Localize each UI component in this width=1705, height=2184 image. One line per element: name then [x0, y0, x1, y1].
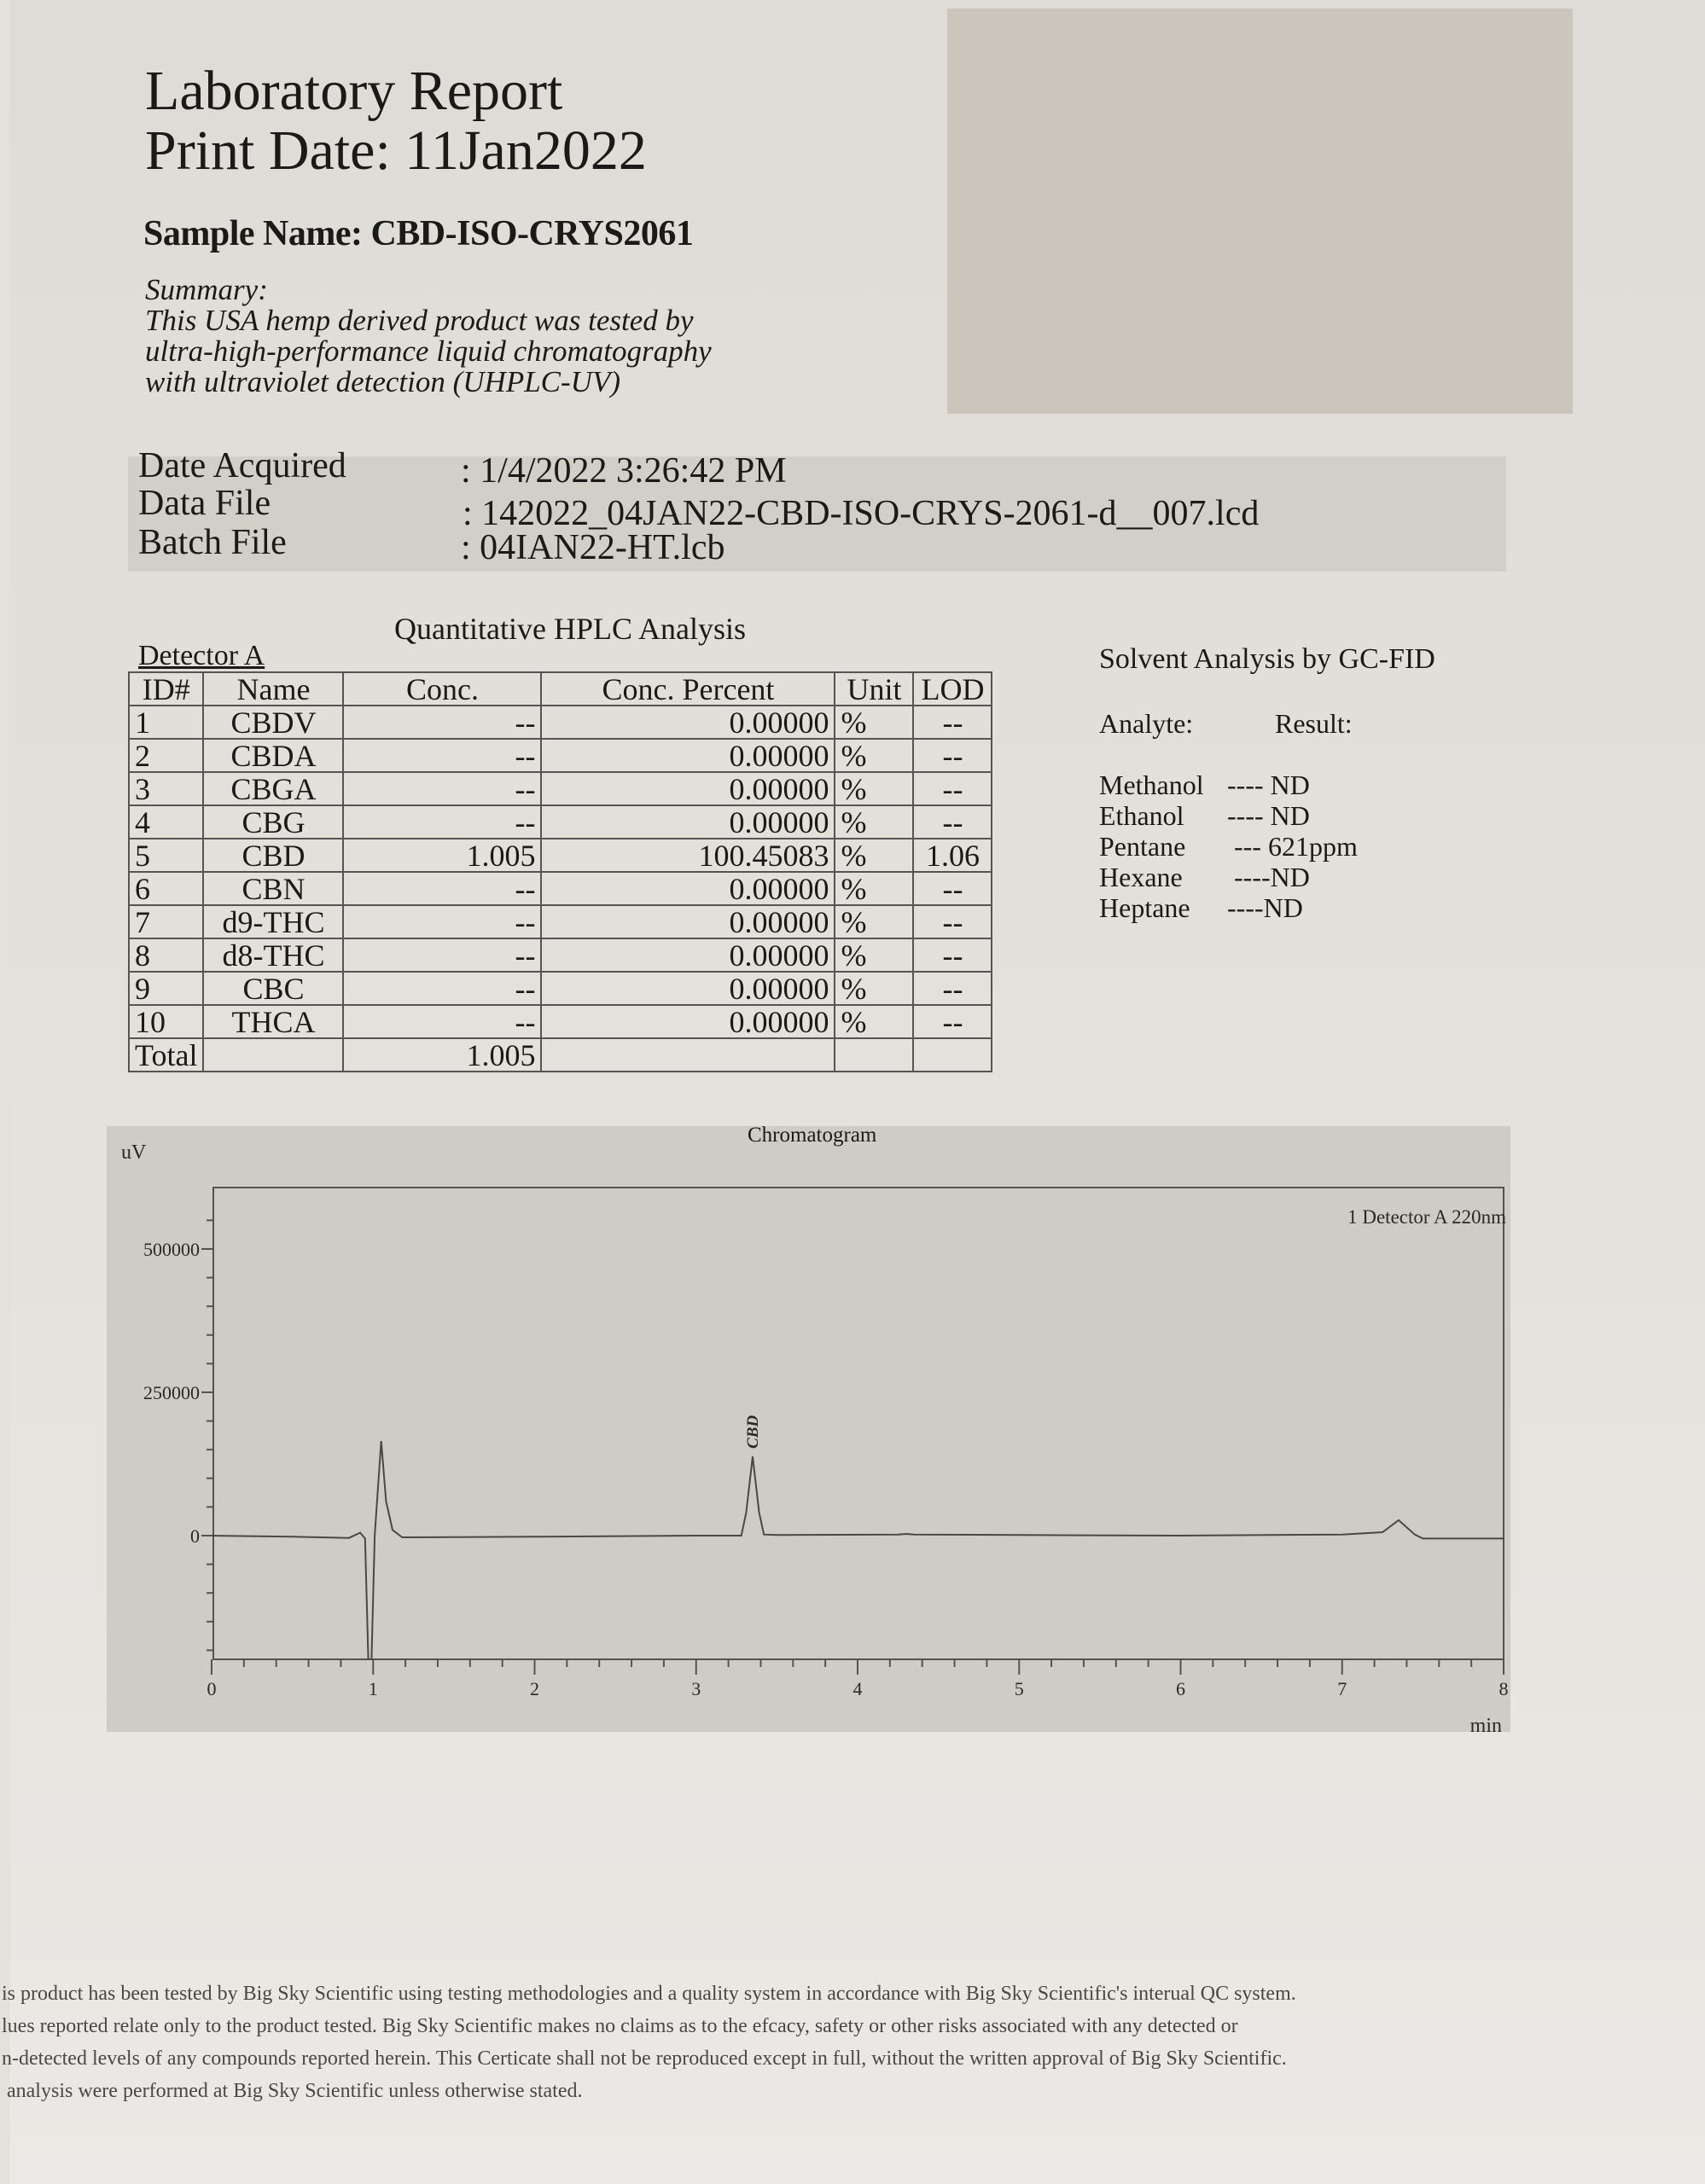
result-label: Result:	[1275, 708, 1353, 739]
solvent-name: Heptane	[1099, 892, 1190, 923]
cell-unit: %	[835, 805, 913, 839]
cell-pct: 0.00000	[541, 972, 835, 1005]
solvent-name: Ethanol	[1099, 800, 1184, 831]
cell-id: 3	[129, 772, 203, 805]
summary-label: Summary:	[145, 273, 268, 306]
report-title: Laboratory Report	[145, 60, 563, 122]
cell-name: CBG	[203, 805, 343, 839]
svg-text:CBD: CBD	[743, 1414, 762, 1449]
cell-unit: %	[835, 1005, 913, 1038]
col-name: Name	[203, 672, 343, 706]
col-pct: Conc. Percent	[541, 672, 835, 706]
solvent-sep: ---	[1234, 831, 1261, 862]
cell-lod: --	[913, 872, 992, 905]
cell-lod: --	[913, 972, 992, 1005]
cell-conc: 1.005	[343, 839, 541, 872]
analyte-label: Analyte:	[1099, 708, 1194, 739]
svg-text:0: 0	[207, 1678, 217, 1699]
cell-conc: --	[343, 972, 541, 1005]
date-acquired-value: : 1/4/2022 3:26:42 PM	[461, 451, 787, 491]
col-unit: Unit	[835, 672, 913, 706]
svg-text:5: 5	[1014, 1678, 1024, 1699]
cell-name: CBD	[203, 839, 343, 872]
solvent-name: Pentane	[1099, 831, 1186, 862]
date-acquired-label: Date Acquired	[138, 446, 346, 485]
solvent-result: 621ppm	[1267, 831, 1358, 862]
summary-line: ultra-high-performance liquid chromatography	[145, 334, 712, 368]
cell-pct: 0.00000	[541, 739, 835, 772]
batch-file-label: Batch File	[138, 523, 287, 562]
cell-conc: --	[343, 805, 541, 839]
cell-lod: --	[913, 805, 992, 839]
chart-axes	[201, 1188, 1504, 1675]
cell-id: 5	[129, 839, 203, 872]
col-conc: Conc.	[343, 672, 541, 706]
cell-lod: --	[913, 739, 992, 772]
solvent-result: ND	[1270, 770, 1310, 800]
cell-pct: 0.00000	[541, 1005, 835, 1038]
cell-conc: --	[343, 938, 541, 972]
cell-conc: --	[343, 905, 541, 938]
cell-name: CBDA	[203, 739, 343, 772]
svg-text:min: min	[1469, 1715, 1502, 1737]
cell-lod: --	[913, 706, 992, 739]
cell-id: 1	[129, 706, 203, 739]
solvent-result: ND	[1263, 892, 1303, 923]
cell-pct: 0.00000	[541, 805, 835, 839]
cell-total-label: Total	[129, 1038, 203, 1072]
cell-lod: --	[913, 772, 992, 805]
solvent-result: ND	[1270, 800, 1310, 831]
detector-label: Detector A	[138, 640, 265, 671]
footer-line: analysis were performed at Big Sky Scientific unless otherwise stated.	[7, 2080, 583, 2102]
cell-unit: %	[835, 905, 913, 938]
svg-text:3: 3	[691, 1678, 701, 1699]
batch-file-value: : 04IAN22-HT.lcb	[461, 528, 725, 567]
cell-id: 2	[129, 739, 203, 772]
solvent-title: Solvent Analysis by GC-FID	[1099, 643, 1435, 675]
cell-unit: %	[835, 872, 913, 905]
solvent-sep: ----	[1227, 892, 1264, 923]
cell-pct: 0.00000	[541, 905, 835, 938]
cell-conc: --	[343, 739, 541, 772]
cell-name: d9-THC	[203, 905, 343, 938]
cell-pct: 0.00000	[541, 872, 835, 905]
solvent-sep: ----	[1227, 800, 1264, 831]
cell-unit: %	[835, 772, 913, 805]
cell-lod: --	[913, 905, 992, 938]
cell-name: d8-THC	[203, 938, 343, 972]
sample-name: Sample Name: CBD-ISO-CRYS2061	[143, 214, 694, 253]
svg-text:0: 0	[190, 1525, 200, 1547]
solvent-sep: ----	[1227, 770, 1264, 800]
chart-labels	[121, 1141, 1509, 1737]
solvent-name: Methanol	[1099, 770, 1204, 800]
svg-text:6: 6	[1176, 1678, 1185, 1699]
solvent-result: ND	[1270, 862, 1310, 892]
data-file-value: : 142022_04JAN22-CBD-ISO-CRYS-2061-d__007.lcd	[463, 494, 1260, 533]
summary-line: with ultraviolet detection (UHPLC-UV)	[145, 365, 620, 398]
cell-id: 8	[129, 938, 203, 972]
data-file-label: Data File	[138, 484, 271, 523]
chromatogram-title: Chromatogram	[748, 1124, 877, 1147]
cell-name: THCA	[203, 1005, 343, 1038]
print-date: Print Date: 11Jan2022	[145, 119, 647, 182]
cell-id: 4	[129, 805, 203, 839]
cell-unit: %	[835, 739, 913, 772]
summary-line: This USA hemp derived product was tested by	[145, 304, 694, 337]
col-id: ID#	[129, 672, 203, 706]
cell-pct: 0.00000	[541, 938, 835, 972]
cell-id: 7	[129, 905, 203, 938]
cell-total-conc: 1.005	[343, 1038, 541, 1072]
cell-conc: --	[343, 772, 541, 805]
cell-name: CBN	[203, 872, 343, 905]
svg-text:1 Detector A 220nm: 1 Detector A 220nm	[1347, 1206, 1506, 1228]
cell-id: 6	[129, 872, 203, 905]
hplc-title: Quantitative HPLC Analysis	[394, 612, 746, 646]
cell-unit: %	[835, 706, 913, 739]
cell-lod: --	[913, 1005, 992, 1038]
svg-text:1: 1	[368, 1678, 378, 1699]
svg-text:8: 8	[1498, 1678, 1509, 1699]
svg-text:500000: 500000	[143, 1239, 200, 1260]
solvent-sep: ----	[1234, 862, 1271, 892]
col-lod: LOD	[913, 672, 992, 706]
cell-conc: --	[343, 1005, 541, 1038]
footer-line: n-detected levels of any compounds reported herein. This Certicate shall not be reproduced except in full, without the written approval of Big Sky Scientific.	[2, 2048, 1287, 2070]
footer-line: lues reported relate only to the product tested. Big Sky Scientific makes no claims as to the efcacy, safety or other risks associated with any detected or	[2, 2015, 1238, 2037]
cell-pct: 0.00000	[541, 772, 835, 805]
cell-unit: %	[835, 938, 913, 972]
solvent-name: Hexane	[1099, 862, 1183, 892]
cell-name: CBGA	[203, 772, 343, 805]
cell-id: 10	[129, 1005, 203, 1038]
svg-text:uV: uV	[121, 1141, 147, 1164]
cell-name: CBDV	[203, 706, 343, 739]
cell-pct: 0.00000	[541, 706, 835, 739]
cell-unit: %	[835, 972, 913, 1005]
cell-unit: %	[835, 839, 913, 872]
cell-conc: --	[343, 872, 541, 905]
svg-text:4: 4	[852, 1678, 863, 1699]
footer-line: is product has been tested by Big Sky Scientific using testing methodologies and a quality system in accordance with Big Sky Scientific's interual QC system.	[2, 1983, 1296, 2005]
svg-text:2: 2	[530, 1678, 539, 1699]
cell-lod: 1.06	[913, 839, 992, 872]
svg-text:250000: 250000	[143, 1382, 200, 1403]
cell-lod: --	[913, 938, 992, 972]
svg-text:7: 7	[1337, 1678, 1347, 1699]
cell-name: CBC	[203, 972, 343, 1005]
cell-id: 9	[129, 972, 203, 1005]
cell-conc: --	[343, 706, 541, 739]
chromatogram-trace	[212, 1441, 1504, 1659]
disclaimer-footer	[0, 1978, 1536, 2107]
cell-pct: 100.45083	[541, 839, 835, 872]
